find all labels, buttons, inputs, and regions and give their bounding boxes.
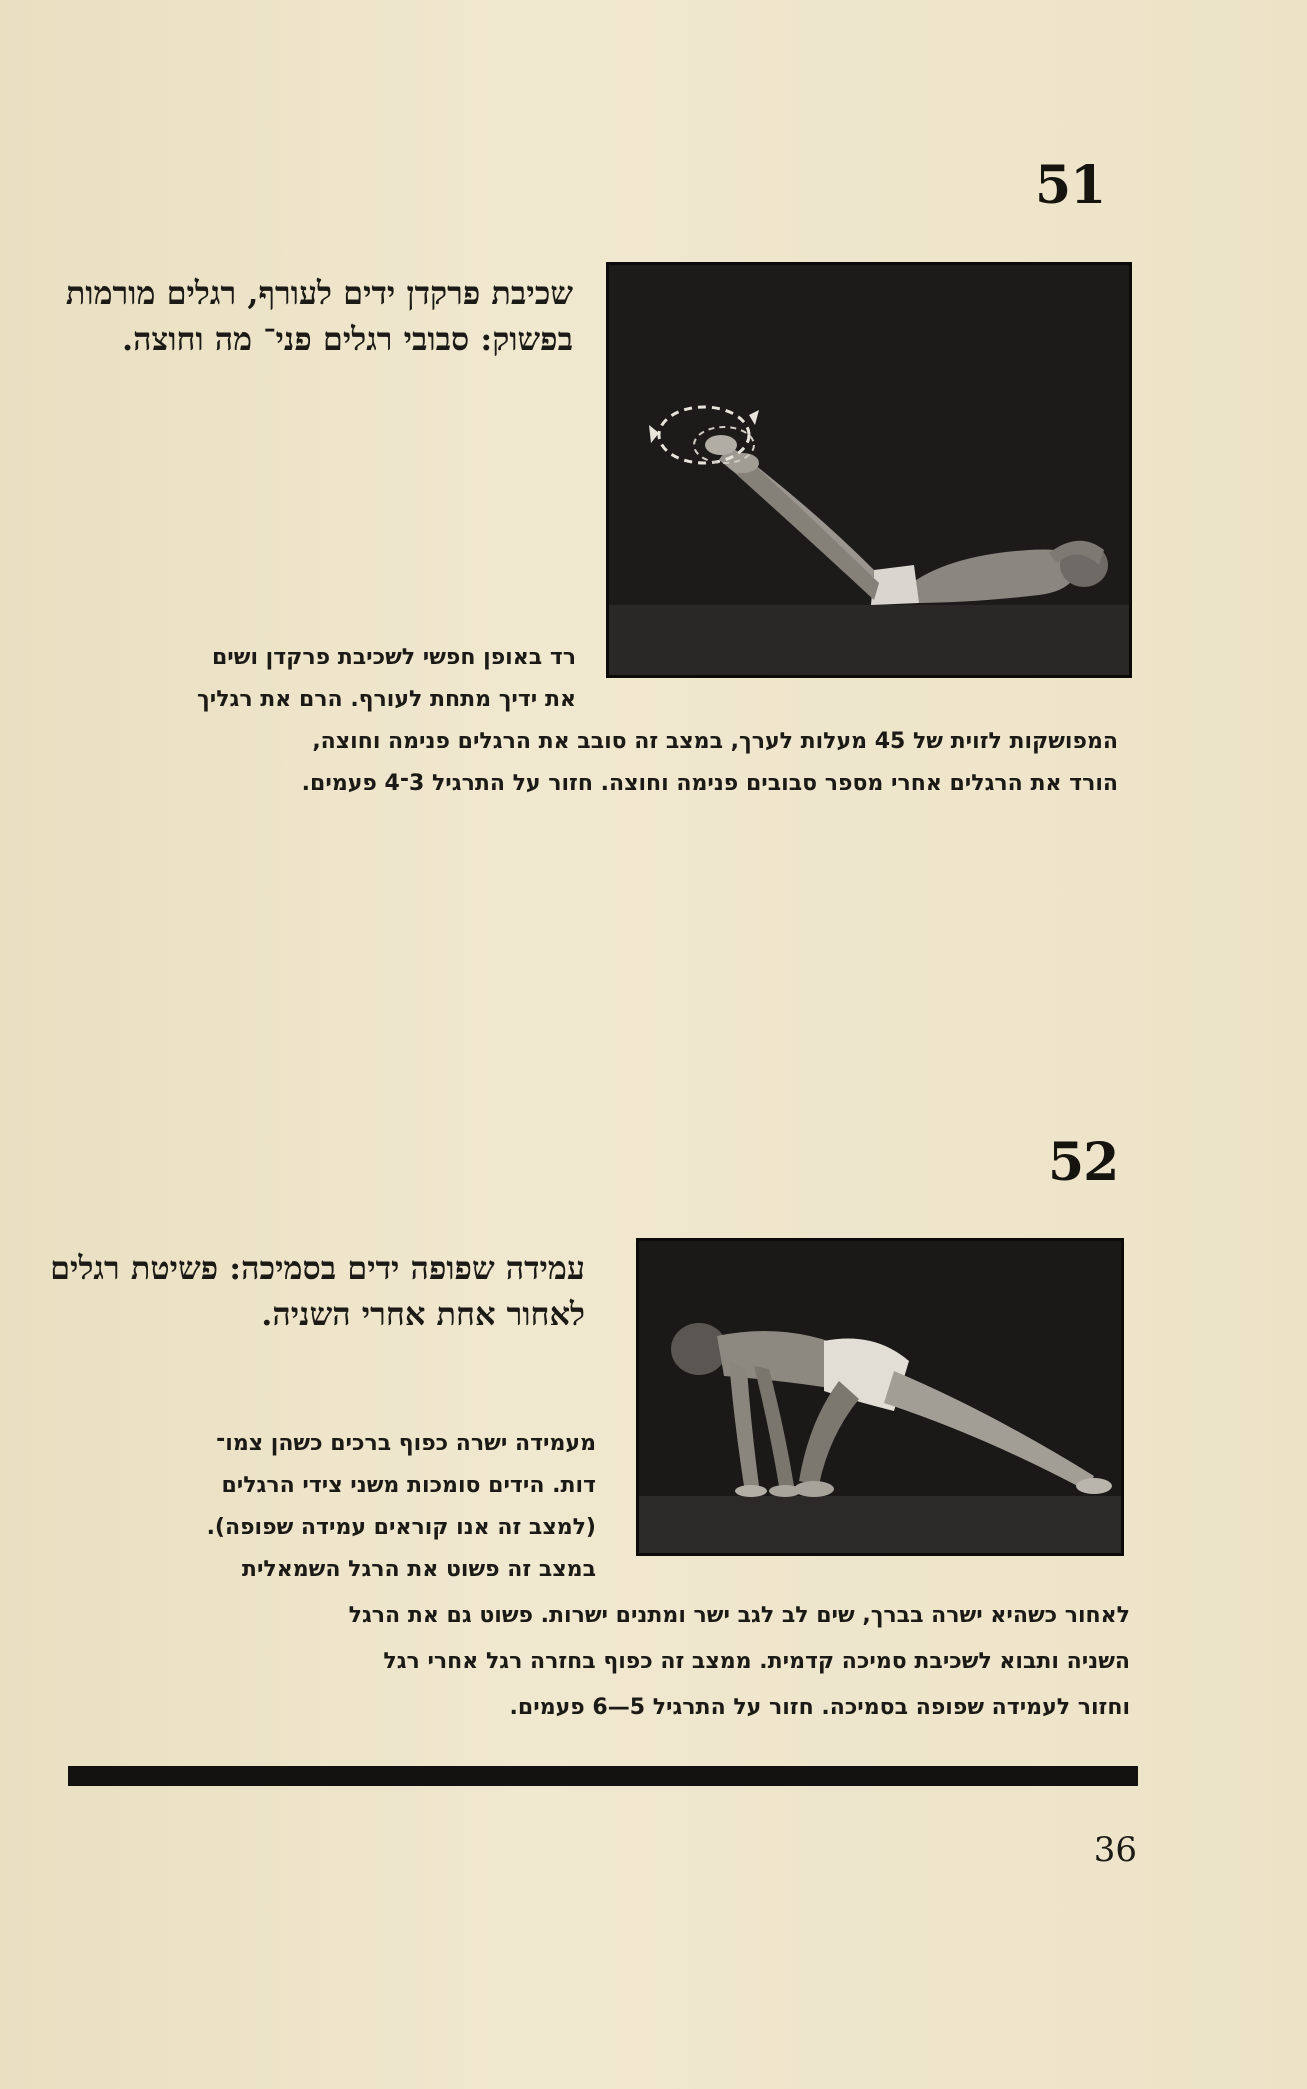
exercise-52-body-line-5: לאחור כשהיא ישרה בברך, שים לב לגב ישר ומתנים ישרות. פשוט גם את הרגל: [348, 1603, 1130, 1628]
exercise-51-body-line-1: רד באופן חפשי לשכיבת פרקדן ושים: [211, 645, 576, 670]
exercise-51-photo: [606, 262, 1132, 678]
exercise-51-body-line-2: את ידיך מתחת לעורף. הרם את רגליך: [197, 687, 576, 712]
exercise-number-51: 51: [1035, 155, 1106, 216]
exercise-51-body-line-3: המפושקות לזוית של 45 מעלות לערך, במצב זה סובב את הרגלים פנימה וחוצה,: [312, 729, 1118, 754]
exercise-51-body-line-4: הורד את הרגלים אחרי מספר סבובים פנימה וחוצה. חזור על התרגיל 3־4 פעמים.: [301, 771, 1118, 796]
exercise-51-caption: שכיבת פרקדן ידים לעורף, רגלים מורמות בפשוק: סבובי רגלים פני־ מה וחוצה.: [65, 274, 573, 358]
man-crouching-leg-extended-illustration: [639, 1241, 1121, 1553]
exercise-52-body-line-1: מעמידה ישרה כפוף ברכים כשהן צמו־: [216, 1431, 596, 1456]
page-number: 36: [1093, 1830, 1137, 1870]
exercise-52-body-line-6: השניה ותבוא לשכיבת סמיכה קדמית. ממצב זה כפוף בחזרה רגל אחרי רגל: [383, 1649, 1130, 1674]
exercise-52-body-line-3: (למצב זה אנו קוראים עמידה שפופה).: [206, 1515, 596, 1540]
exercise-52-body-line-2: דות. הידים סומכות משני צידי הרגלים: [221, 1473, 596, 1498]
exercise-52-body-line-7: וחזור לעמידה שפופה בסמיכה. חזור על התרגיל 5—6 פעמים.: [509, 1695, 1130, 1720]
footer-rule: [68, 1766, 1138, 1786]
exercise-52-body-line-4: במצב זה פשוט את הרגל השמאלית: [241, 1557, 596, 1582]
man-lying-legs-raised-illustration: [609, 265, 1129, 675]
exercise-52-photo: [636, 1238, 1124, 1556]
exercise-52-caption: עמידה שפופה ידים בסמיכה: פשיטת רגלים לאחור אחת אחרי השניה.: [50, 1249, 585, 1333]
exercise-number-52: 52: [1048, 1132, 1119, 1193]
